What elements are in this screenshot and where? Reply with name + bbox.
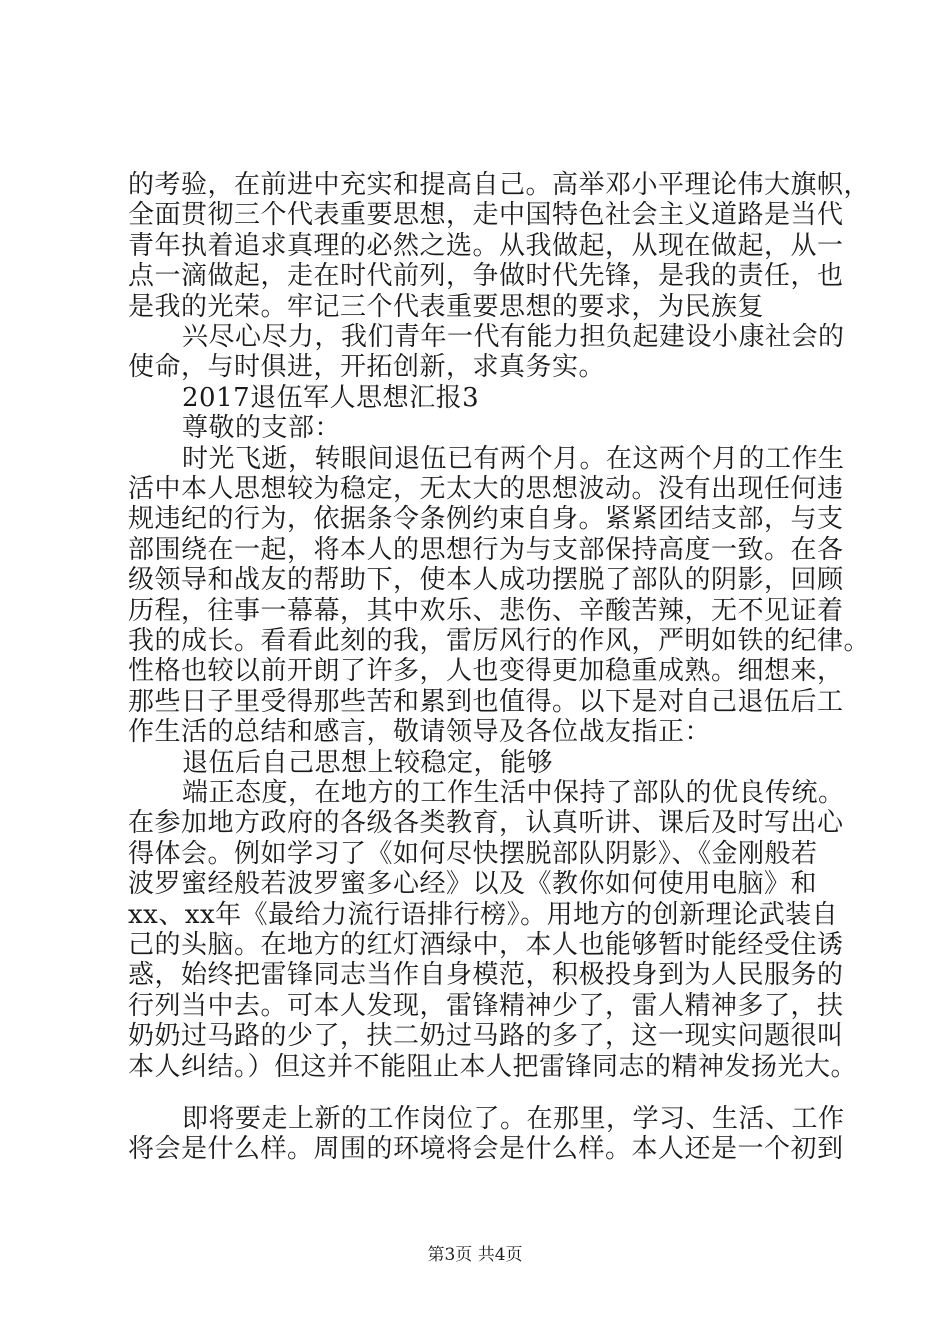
text-line: 端正态度，在地方的工作生活中保持了部队的优良传统。 [182, 778, 845, 808]
text-line: 部围绕在一起，将本人的思想行为与支部保持高度一致。在各 [128, 534, 844, 565]
text-line: 性格也较以前开朗了许多，人也变得更加稳重成熟。细想来， [128, 656, 844, 687]
text-line: 历程，往事一幕幕，其中欢乐、悲伤、辛酸苦辣，无不见证着 [128, 595, 844, 626]
text-line: 将会是什么样。周围的环境将会是什么样。本人还是一个初到 [128, 1134, 844, 1164]
text-line: 行列当中去。可本人发现，雷锋精神少了，雷人精神多了，扶 [128, 990, 844, 1021]
text-line: 我的成长。看看此刻的我，雷厉风行的作风，严明如铁的纪律。 [128, 626, 871, 656]
text-line: 在参加地方政府的各级各类教育，认真听讲、课后及时写出心 [128, 808, 844, 839]
text-line: 时光飞逝，转眼间退伍已有两个月。在这两个月的工作生 [182, 443, 845, 474]
text-line: 级领导和战友的帮助下，使本人成功摆脱了部队的阴影，回顾 [128, 565, 844, 596]
text-line: 全面贯彻三个代表重要思想，走中国特色社会主义道路是当代 [128, 200, 844, 231]
text-line: 波罗蜜经般若波罗蜜多心经》以及《教你如何使用电脑》和 [128, 869, 818, 900]
text-line: 退伍后自己思想上较稳定，能够 [182, 747, 554, 778]
text-line: 即将要走上新的工作岗位了。在那里，学习、生活、工作 [182, 1103, 845, 1134]
text-line: 的考验，在前进中充实和提高自己。高举邓小平理论伟大旗帜， [128, 170, 871, 200]
salutation: 尊敬的支部： [182, 413, 342, 444]
text-line: 作生活的总结和感言，敬请领导及各位战友指正： [128, 717, 712, 748]
text-line: 是我的光荣。牢记三个代表重要思想的要求，为民族复 [128, 291, 765, 322]
text-line: 己的头脑。在地方的红灯酒绿中，本人也能够暂时能经受住诱 [128, 930, 844, 960]
text-line: 奶奶过马路的少了，扶二奶过马路的多了，这一现实问题很叫 [128, 1021, 844, 1052]
text-line: 得体会。例如学习了《如何尽快摆脱部队阴影》、《金刚般若 [128, 838, 818, 869]
text-line: 活中本人思想较为稳定，无太大的思想波动。没有出现任何违 [128, 474, 844, 504]
text-line: 规违纪的行为，依据条令条例约束自身。紧紧团结支部，与支 [128, 504, 844, 535]
text-line: 本人纠结。）但这并不能阻止本人把雷锋同志的精神发扬光大。 [128, 1051, 858, 1082]
section-heading: 2017退伍军人思想汇报3 [182, 382, 480, 413]
text-line: 兴尽心尽力，我们青年一代有能力担负起建设小康社会的 [182, 322, 845, 352]
text-line: 点一滴做起，走在时代前列，争做时代先锋，是我的责任，也 [128, 261, 844, 292]
text-line: xx、xx年《最给力流行语排行榜》。用地方的创新理论武装自 [128, 899, 839, 930]
text-line: 惑，始终把雷锋同志当作自身模范，积极投身到为人民服务的 [128, 960, 844, 991]
footer [0, 1244, 950, 1266]
text-line: 那些日子里受得那些苦和累到也值得。以下是对自己退伍后工 [128, 686, 844, 717]
text-line: 青年执着追求真理的必然之选。从我做起，从现在做起，从一 [128, 230, 844, 261]
text-line: 使命，与时俱进，开拓创新，求真务实。 [128, 352, 606, 383]
page-number: 第3页 共4页 [427, 1245, 523, 1265]
